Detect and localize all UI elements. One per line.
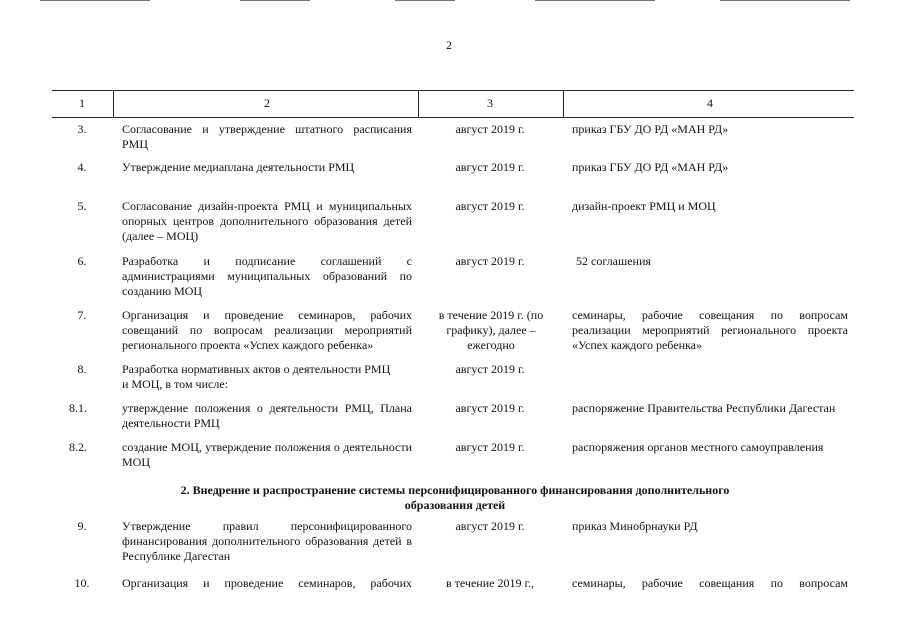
header-col-3: 3 [487, 96, 493, 110]
scan-edge-mark [535, 0, 655, 1]
row-term: август 2019 г. [455, 254, 525, 268]
row-number: 5. [77, 199, 87, 213]
row-result: 52 соглашения [576, 254, 651, 268]
header-col-2: 2 [264, 96, 270, 110]
header-column-divider [418, 90, 419, 118]
row-task: Организация и проведение семинаров, рабочих [122, 576, 412, 590]
table-header-bottom-border [52, 117, 854, 118]
row-number: 3. [77, 122, 87, 136]
row-result: распоряжения органов местного самоуправления [572, 440, 824, 454]
row-number: 7. [77, 308, 87, 322]
row-result: семинары, рабочие совещания по вопросам реализации мероприятий регионального проекта «Успех каждого ребенка» [572, 308, 848, 352]
header-column-divider [563, 90, 564, 118]
row-result: приказ ГБУ ДО РД «МАН РД» [572, 122, 729, 136]
table-top-border [52, 90, 854, 91]
row-number: 6. [77, 254, 87, 268]
header-column-divider [113, 90, 114, 118]
scan-edge-mark [40, 0, 150, 1]
row-task: Согласование и утверждение штатного расписания РМЦ [122, 122, 412, 151]
row-task: Согласование дизайн-проекта РМЦ и муниципальных опорных центров дополнительного образования детей (далее – МОЦ) [122, 199, 412, 243]
row-number: 8.1. [69, 401, 87, 415]
row-number: 8. [77, 362, 87, 376]
row-task: создание МОЦ, утверждение положения о деятельности МОЦ [122, 440, 412, 469]
row-task: Утверждение правил персонифицированного финансирования дополнительного образования детей в Республике Дагестан [122, 519, 412, 563]
row-term: в течение 2019 г., [445, 576, 535, 590]
row-number: 8.2. [69, 440, 87, 454]
row-number: 4. [77, 160, 87, 174]
scan-edge-mark [720, 0, 850, 1]
row-task: Организация и проведение семинаров, рабочих совещаний по вопросам реализации мероприятий регионального проекта «Успех каждого ребенка» [122, 308, 412, 352]
page-number: 2 [446, 38, 452, 52]
row-task: Утверждение медиаплана деятельности РМЦ [122, 160, 355, 174]
row-term: август 2019 г. [455, 401, 525, 415]
section-title: 2. Внедрение и распространение системы персонифицированного финансирования дополнительного образования детей [180, 483, 730, 512]
row-task: Разработка и подписание соглашений с администрациями муниципальных образований по созданию МОЦ [122, 254, 412, 298]
row-result: приказ Минобрнауки РД [572, 519, 698, 533]
scan-edge-mark [395, 0, 455, 1]
row-result: приказ ГБУ ДО РД «МАН РД» [572, 160, 729, 174]
row-number: 10. [74, 576, 90, 590]
row-term: август 2019 г. [455, 519, 525, 533]
row-task: утверждение положения о деятельности РМЦ, Плана деятельности РМЦ [122, 401, 412, 430]
row-term: август 2019 г. [455, 199, 525, 213]
row-result: дизайн-проект РМЦ и МОЦ [572, 199, 716, 213]
row-term: август 2019 г. [455, 440, 525, 454]
row-term: в течение 2019 г. (по графику), далее – ежегодно [438, 308, 544, 352]
header-col-4: 4 [707, 96, 713, 110]
row-result: распоряжение Правительства Республики Дагестан [572, 401, 836, 415]
scan-edge-mark [240, 0, 310, 1]
row-task: Разработка нормативных актов о деятельности РМЦ и МОЦ, в том числе: [122, 362, 391, 391]
row-term: август 2019 г. [455, 362, 525, 376]
row-term: август 2019 г. [455, 122, 525, 136]
row-number: 9. [77, 519, 87, 533]
header-col-1: 1 [79, 96, 85, 110]
row-term: август 2019 г. [455, 160, 525, 174]
row-result: семинары, рабочие совещания по вопросам [572, 576, 848, 590]
